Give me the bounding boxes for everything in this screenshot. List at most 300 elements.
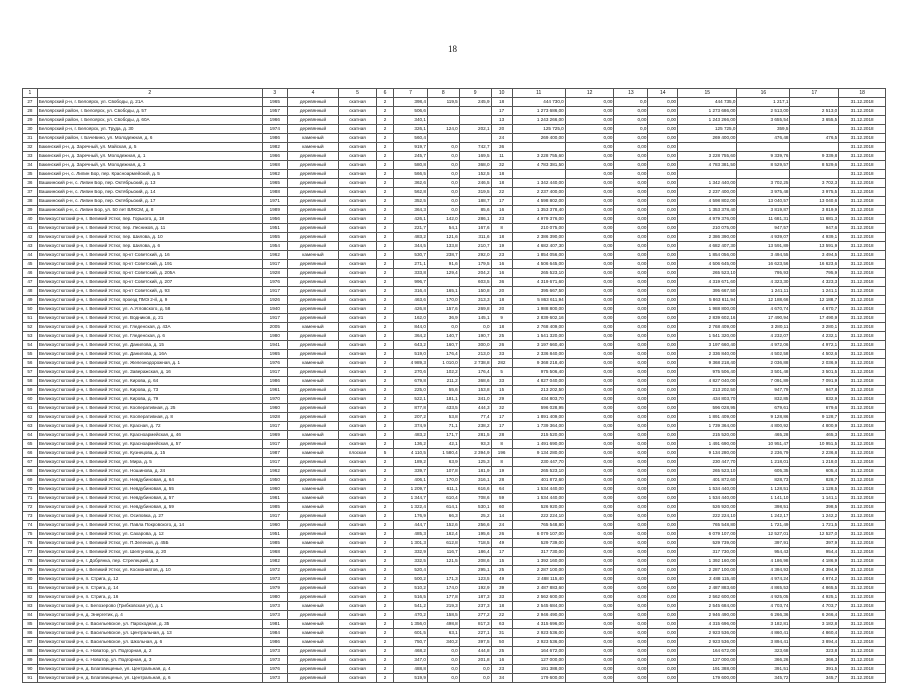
- table-cell: 7 091,9: [790, 377, 839, 386]
- table-cell: 31.12.2018: [839, 458, 886, 467]
- table-row: [23, 584, 886, 593]
- table-cell: 488,8: [394, 665, 428, 674]
- table-cell: Вашкинский р-н, с. Липин Бор, пер. Октябрьский, д. 14: [37, 188, 262, 197]
- table-cell: 470,2: [394, 611, 428, 620]
- table-row: [23, 314, 886, 323]
- table-cell: 1961: [262, 494, 287, 503]
- table-cell: 179,5: [459, 260, 491, 269]
- table-cell: 3 501,48: [737, 368, 790, 377]
- table-row: [23, 611, 886, 620]
- table-cell: 28: [491, 476, 512, 485]
- table-row: [23, 152, 886, 161]
- table-cell: 2: [377, 548, 394, 557]
- table-cell: 1962: [262, 467, 287, 476]
- table-cell: 476,48: [737, 134, 790, 143]
- table-cell: 1 541 320,00: [678, 332, 737, 341]
- table-cell: 33: [491, 377, 512, 386]
- table-cell: 0,00: [648, 458, 678, 467]
- table-cell: 2 237 400,00: [678, 188, 737, 197]
- table-row: [23, 404, 886, 413]
- table-cell: 51: [23, 314, 38, 323]
- table-cell: 0,00: [565, 98, 614, 107]
- table-cell: 1 534 440,00: [512, 494, 565, 503]
- table-cell: 12 188,7: [790, 296, 839, 305]
- table-cell: 498,8: [427, 620, 459, 629]
- table-cell: 0,00: [565, 377, 614, 386]
- table-cell: 0,00: [614, 368, 648, 377]
- table-cell: Великоустюгский р-н, г. Великий Устюг, ул. Кирова, д. 79: [37, 395, 262, 404]
- table-cell: 0,00: [614, 323, 648, 332]
- table-cell: 127 000,00: [512, 656, 565, 665]
- table-cell: 1940: [262, 305, 287, 314]
- table-cell: каменный: [288, 485, 339, 494]
- table-cell: 3 280,1: [790, 323, 839, 332]
- table-cell: 2: [377, 296, 394, 305]
- table-cell: 0,00: [648, 647, 678, 656]
- table-row: [23, 278, 886, 287]
- table-cell: 3 702,3: [790, 179, 839, 188]
- table-cell: 169,5: [459, 152, 491, 161]
- table-cell: 292,0: [459, 251, 491, 260]
- table-cell: 1 721,49: [737, 521, 790, 530]
- table-cell: 3 197 660,40: [512, 341, 565, 350]
- table-cell: 4 598 802,00: [512, 197, 565, 206]
- table-cell: 1965: [262, 179, 287, 188]
- table-cell: 29: [23, 116, 38, 125]
- table-cell: 0,00: [614, 404, 648, 413]
- table-cell: 50: [23, 305, 38, 314]
- table-cell: 426,1: [394, 215, 428, 224]
- table-cell: 145,1: [459, 314, 491, 323]
- table-cell: скатная: [338, 107, 376, 116]
- table-cell: 2: [377, 215, 394, 224]
- table-cell: 2 237 400,00: [512, 188, 565, 197]
- table-cell: 463,6: [394, 296, 428, 305]
- table-cell: Белоярский район, г. Белоярск, ул. Свободы, д. 57: [37, 107, 262, 116]
- table-cell: 9: [491, 314, 512, 323]
- table-cell: 31.12.2018: [839, 449, 886, 458]
- table-cell: 2 287 100,00: [678, 566, 737, 575]
- table-cell: 0,00: [614, 206, 648, 215]
- table-cell: [790, 125, 839, 134]
- column-number: 5: [338, 89, 376, 98]
- table-cell: скатная: [338, 485, 376, 494]
- table-body: [23, 89, 886, 683]
- table-cell: 1 739 364,00: [512, 422, 565, 431]
- table-cell: 996,7: [394, 278, 428, 287]
- table-cell: 73: [23, 512, 38, 521]
- table-cell: деревянный: [288, 152, 339, 161]
- column-number: 18: [839, 89, 886, 98]
- table-cell: 13 040,57: [737, 197, 790, 206]
- table-cell: 49: [491, 575, 512, 584]
- table-cell: 31.12.2018: [839, 503, 886, 512]
- table-cell: деревянный: [288, 332, 339, 341]
- table-cell: Бакинский р-н, д. Заречный, ул. Молодежная, д. 3: [37, 161, 262, 170]
- table-cell: 0,00: [614, 341, 648, 350]
- table-cell: 0,00: [614, 170, 648, 179]
- table-cell: 142,0: [427, 215, 459, 224]
- table-cell: 190,7: [459, 332, 491, 341]
- table-cell: 140,7: [427, 332, 459, 341]
- table-cell: 32: [491, 161, 512, 170]
- table-cell: 0,00: [565, 359, 614, 368]
- table-cell: 339,7: [394, 467, 428, 476]
- column-number: 17: [790, 89, 839, 98]
- table-cell: 13: [491, 116, 512, 125]
- table-cell: 0,0: [427, 161, 459, 170]
- table-cell: 4 110,5: [394, 449, 428, 458]
- table-cell: 510,2: [394, 584, 428, 593]
- table-cell: Великоустюгский р-н, г. Великий Устюг, ул. Заверажская, д. 16: [37, 368, 262, 377]
- table-cell: 616,6: [459, 485, 491, 494]
- table-cell: 0,00: [648, 494, 678, 503]
- table-cell: 832,9: [790, 395, 839, 404]
- table-cell: 0,00: [648, 278, 678, 287]
- table-cell: 0,00: [648, 476, 678, 485]
- table-cell: 0,00: [565, 323, 614, 332]
- table-cell: [512, 170, 565, 179]
- table-cell: 1960: [262, 404, 287, 413]
- table-cell: Великоустюгский р-н, г. Великий Устюг, проезд ПМЭ 2-й, д. 9: [37, 296, 262, 305]
- table-cell: Великоустюгский р-н, г. Великий Устюг, ул. Невдубиновая, д. 59: [37, 503, 262, 512]
- table-cell: 1 392 160,00: [512, 557, 565, 566]
- table-cell: 605,35: [737, 467, 790, 476]
- table-cell: 3 702,25: [737, 179, 790, 188]
- table-cell: 319,5: [459, 188, 491, 197]
- table-cell: 391,51: [737, 665, 790, 674]
- table-cell: 4 506 645,00: [512, 260, 565, 269]
- table-cell: 0,00: [565, 503, 614, 512]
- table-cell: 31.12.2018: [839, 467, 886, 476]
- table-cell: скатная: [338, 458, 376, 467]
- table-cell: 0,00: [565, 224, 614, 233]
- table-row: [23, 305, 886, 314]
- table-cell: Великоустюгский р-н, д. Энергетик, д. 4: [37, 611, 262, 620]
- table-cell: 1 580,4: [427, 449, 459, 458]
- table-cell: 3 494,5: [790, 251, 839, 260]
- table-cell: 121,5: [427, 557, 459, 566]
- table-cell: деревянный: [288, 296, 339, 305]
- table-cell: 1941: [262, 341, 287, 350]
- table-cell: 2: [377, 197, 394, 206]
- table-row: [23, 161, 886, 170]
- table-cell: 401 872,60: [512, 476, 565, 485]
- table-cell: деревянный: [288, 242, 339, 251]
- table-cell: Белоярский р-н, г. Белоярск, ул. Свободы, д. 21А: [37, 98, 262, 107]
- table-row: [23, 323, 886, 332]
- table-row: [23, 602, 886, 611]
- table-cell: 0,0: [427, 143, 459, 152]
- table-cell: 1984: [262, 629, 287, 638]
- table-cell: 560,4: [394, 134, 428, 143]
- table-cell: 31.12.2018: [839, 161, 886, 170]
- table-cell: 17 490,9: [790, 314, 839, 323]
- table-cell: 10 951,5: [790, 440, 839, 449]
- table-cell: 323,68: [737, 647, 790, 656]
- table-cell: 0,00: [614, 161, 648, 170]
- table-cell: 828,73: [737, 476, 790, 485]
- table-cell: деревянный: [288, 116, 339, 125]
- table-cell: 65: [23, 440, 38, 449]
- table-cell: скатная: [338, 431, 376, 440]
- table-cell: 596 028,95: [678, 404, 737, 413]
- table-cell: 1973: [262, 647, 287, 656]
- table-cell: 31.12.2018: [839, 359, 886, 368]
- table-cell: 12 188,66: [737, 296, 790, 305]
- table-cell: 4 939,1: [790, 233, 839, 242]
- table-cell: 1 322,4: [394, 503, 428, 512]
- table-cell: Великоустюгский р-н, г. Великий Устюг, ул. Гледенская, д. 43А: [37, 323, 262, 332]
- table-cell: 0,00: [614, 611, 648, 620]
- table-cell: 530,7: [394, 251, 428, 260]
- table-cell: 0,00: [614, 548, 648, 557]
- table-cell: 31.12.2018: [839, 107, 886, 116]
- table-cell: 41: [23, 224, 38, 233]
- table-cell: 167,6: [459, 224, 491, 233]
- table-row: [23, 395, 886, 404]
- table-cell: 31.12.2018: [839, 566, 886, 575]
- table-cell: скатная: [338, 206, 376, 215]
- table-cell: 0,00: [565, 269, 614, 278]
- table-cell: 0,00: [614, 197, 648, 206]
- table-cell: 188,7: [459, 197, 491, 206]
- table-cell: 4 703,7: [790, 602, 839, 611]
- table-cell: Великоустюгский р-н, г. Великий Устюг, ул. Железнодорожная, д. 1: [37, 359, 262, 368]
- table-cell: 0,00: [614, 494, 648, 503]
- table-cell: 1973: [262, 575, 287, 584]
- table-cell: 1982: [262, 143, 287, 152]
- table-cell: 0,00: [614, 314, 648, 323]
- table-cell: 27: [23, 98, 38, 107]
- table-cell: деревянный: [288, 179, 339, 188]
- table-cell: скатная: [338, 161, 376, 170]
- table-cell: деревянный: [288, 260, 339, 269]
- table-cell: 0,0: [614, 125, 648, 134]
- table-cell: 0,00: [648, 260, 678, 269]
- table-cell: 1917: [262, 260, 287, 269]
- table-cell: Белоярский район, г. Белоярск, ул. Свободы, д. 60А: [37, 116, 262, 125]
- table-cell: 0,00: [565, 260, 614, 269]
- table-cell: скатная: [338, 593, 376, 602]
- table-cell: 877,8: [394, 404, 428, 413]
- table-cell: 230 447,70: [678, 458, 737, 467]
- table-cell: 164 672,00: [678, 647, 737, 656]
- table-cell: деревянный: [288, 665, 339, 674]
- table-cell: 36: [491, 143, 512, 152]
- table-cell: 0,00: [648, 134, 678, 143]
- table-cell: 0,00: [614, 386, 648, 395]
- table-cell: Великоустюгский р-н, г. Великий Устюг, ул. Кузнецова, д. 15: [37, 449, 262, 458]
- table-row: [23, 440, 886, 449]
- table-cell: 4 972,06: [737, 341, 790, 350]
- table-cell: 0,00: [614, 224, 648, 233]
- table-cell: 48: [23, 287, 38, 296]
- table-cell: 85: [23, 620, 38, 629]
- table-cell: 24: [491, 134, 512, 143]
- table-cell: 44: [23, 251, 38, 260]
- table-cell: 3 280,11: [737, 323, 790, 332]
- table-cell: 2: [377, 116, 394, 125]
- table-cell: 3 975,48: [737, 188, 790, 197]
- table-cell: 9 368 218,40: [678, 359, 737, 368]
- table-cell: 0,00: [648, 530, 678, 539]
- table-cell: скатная: [338, 305, 376, 314]
- table-cell: 0,00: [565, 170, 614, 179]
- table-cell: 0,00: [614, 260, 648, 269]
- table-cell: 213,0: [459, 350, 491, 359]
- table-cell: 2 562 600,00: [678, 593, 737, 602]
- table-cell: 4 925,1: [790, 593, 839, 602]
- table-cell: 0,00: [614, 467, 648, 476]
- table-cell: 210 075,00: [512, 224, 565, 233]
- table-cell: [737, 170, 790, 179]
- table-cell: 119,5: [427, 98, 459, 107]
- table-cell: 2: [377, 530, 394, 539]
- table-cell: 0,00: [648, 665, 678, 674]
- table-cell: деревянный: [288, 98, 339, 107]
- table-cell: 2: [377, 287, 394, 296]
- table-cell: 2: [377, 107, 394, 116]
- table-cell: [512, 143, 565, 152]
- table-cell: 1 491 690,00: [512, 440, 565, 449]
- table-cell: 179 600,00: [512, 674, 565, 683]
- table-cell: 5 863 611,94: [678, 296, 737, 305]
- table-cell: каменный: [288, 134, 339, 143]
- table-cell: 9 128,86: [737, 413, 790, 422]
- table-cell: 2 923 536,00: [512, 638, 565, 647]
- table-cell: 444,7: [394, 521, 428, 530]
- table-cell: Великоустюгский р-н, г. Великий Устюг, ул. Гледенская, д. 6: [37, 332, 262, 341]
- table-cell: 2: [377, 305, 394, 314]
- table-cell: деревянный: [288, 674, 339, 683]
- table-cell: Великоустюгский р-н, г. Великий Устюг, пр-кт Советский, д. 93: [37, 287, 262, 296]
- table-cell: 9 134 280,00: [678, 449, 737, 458]
- table-cell: 1965: [262, 98, 287, 107]
- table-row: [23, 485, 886, 494]
- table-cell: скатная: [338, 539, 376, 548]
- table-cell: 116,7: [427, 548, 459, 557]
- table-cell: скатная: [338, 269, 376, 278]
- table-cell: 0,0: [427, 206, 459, 215]
- table-cell: деревянный: [288, 278, 339, 287]
- table-cell: 4 703,74: [737, 602, 790, 611]
- table-cell: 0,00: [565, 440, 614, 449]
- table-cell: 947,57: [737, 224, 790, 233]
- table-cell: 1989: [262, 206, 287, 215]
- table-cell: 1 241,11: [737, 287, 790, 296]
- table-cell: [790, 170, 839, 179]
- table-cell: Великоустюгский р-н, г. Великий Устюг, ул. Невдубиновая, д. 57: [37, 494, 262, 503]
- table-cell: скатная: [338, 404, 376, 413]
- table-cell: 265 523,10: [512, 467, 565, 476]
- table-cell: 2 488 115,40: [512, 575, 565, 584]
- table-cell: 1 721,5: [790, 521, 839, 530]
- table-cell: 1 739 364,00: [678, 422, 737, 431]
- table-cell: 15: [491, 557, 512, 566]
- table-cell: 643,2: [394, 341, 428, 350]
- table-cell: скатная: [338, 620, 376, 629]
- table-cell: 364,3: [394, 206, 428, 215]
- table-cell: 0,00: [648, 638, 678, 647]
- table-cell: 1 218,01: [737, 458, 790, 467]
- table-cell: 49: [491, 539, 512, 548]
- table-cell: 4 860,41: [737, 629, 790, 638]
- table-cell: 0,00: [565, 332, 614, 341]
- table-cell: 36: [491, 278, 512, 287]
- table-cell: 3 655,5: [790, 116, 839, 125]
- table-cell: 795,9: [790, 269, 839, 278]
- table-cell: скатная: [338, 665, 376, 674]
- table-cell: 0,00: [565, 404, 614, 413]
- table-cell: Великоустюгский р-н, г. Великий Устюг, ул. Красная, д. 72: [37, 422, 262, 431]
- table-cell: 317 730,00: [512, 548, 565, 557]
- table-cell: 2 488 115,40: [678, 575, 737, 584]
- table-cell: 43: [23, 242, 38, 251]
- table-cell: 1 392 160,00: [678, 557, 737, 566]
- table-cell: деревянный: [288, 467, 339, 476]
- table-cell: 1986: [262, 638, 287, 647]
- table-cell: Великоустюгский р-н, д. Благовещенье, ул. Центральная, д. 6: [37, 674, 262, 683]
- table-cell: 0,0: [427, 656, 459, 665]
- table-cell: 31.12.2018: [839, 647, 886, 656]
- table-cell: 19: [491, 467, 512, 476]
- table-cell: 210 075,00: [678, 224, 737, 233]
- table-cell: 31.12.2018: [839, 170, 886, 179]
- table-cell: 4 827 040,00: [512, 377, 565, 386]
- table-cell: 20: [491, 287, 512, 296]
- table-row: [23, 476, 886, 485]
- table-cell: 277,2: [459, 611, 491, 620]
- table-cell: деревянный: [288, 548, 339, 557]
- table-cell: 1 344,7: [394, 494, 428, 503]
- table-cell: 0,00: [648, 440, 678, 449]
- table-cell: 2: [377, 557, 394, 566]
- table-cell: 1926: [262, 296, 287, 305]
- table-cell: 55,6: [427, 386, 459, 395]
- table-cell: 0,00: [565, 575, 614, 584]
- table-cell: 271,1: [394, 260, 428, 269]
- table-cell: 1986: [262, 134, 287, 143]
- table-cell: 23: [491, 665, 512, 674]
- table-cell: 38: [23, 197, 38, 206]
- table-cell: скатная: [338, 521, 376, 530]
- table-cell: скатная: [338, 179, 376, 188]
- table-cell: 0,00: [565, 386, 614, 395]
- table-cell: [790, 143, 839, 152]
- table-row: [23, 575, 886, 584]
- table-cell: 31.12.2018: [839, 152, 886, 161]
- table-cell: 71,1: [427, 422, 459, 431]
- table-cell: 6 079 107,00: [512, 530, 565, 539]
- table-row: [23, 170, 886, 179]
- table-row: [23, 539, 886, 548]
- table-cell: 265 523,10: [512, 269, 565, 278]
- table-cell: 36,9: [427, 314, 459, 323]
- table-cell: Великоустюгский р-н, г. Великий Устюг, пер. Шилова, д. 10: [37, 233, 262, 242]
- table-cell: скатная: [338, 359, 376, 368]
- table-cell: 391,5: [790, 665, 839, 674]
- table-cell: 2: [377, 152, 394, 161]
- table-cell: 0,00: [648, 188, 678, 197]
- table-cell: 4 800,92: [737, 422, 790, 431]
- table-cell: 191 388,00: [678, 665, 737, 674]
- table-cell: 181,9: [459, 467, 491, 476]
- table-cell: 0,00: [648, 296, 678, 305]
- table-cell: 2: [377, 476, 394, 485]
- table-cell: Великоустюгский р-н, с. Новатор, ул. Подгорная, д. 2: [37, 647, 262, 656]
- table-cell: 152,6: [427, 521, 459, 530]
